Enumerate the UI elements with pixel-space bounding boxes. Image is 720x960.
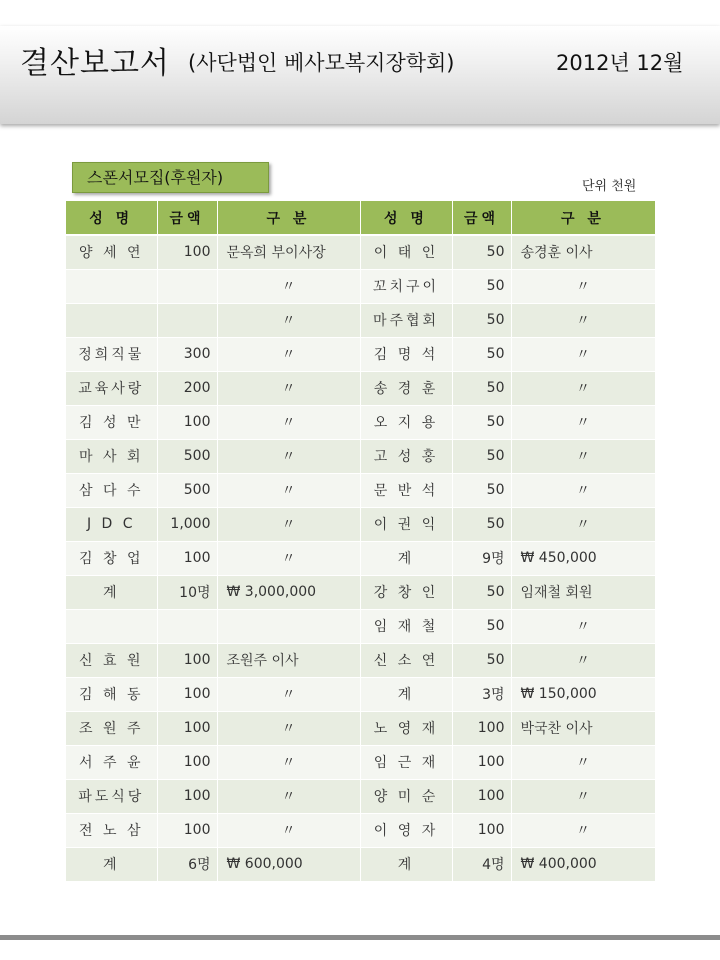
table-row [66, 269, 655, 303]
cell-category: 송경훈 이사 [511, 235, 655, 269]
cell-category: 〃 [217, 303, 360, 337]
cell-category: ₩ 600,000 [217, 847, 360, 881]
cell-category: 〃 [217, 269, 360, 303]
section-label-sponsors: 스폰서모집(후원자) [72, 162, 269, 193]
cell-name: 계 [360, 847, 452, 881]
cell-name: 오 지 용 [360, 405, 452, 439]
cell-category: 〃 [217, 473, 360, 507]
cell-category: 〃 [217, 779, 360, 813]
cell-category: 〃 [217, 677, 360, 711]
cell-name: 김 명 석 [360, 337, 452, 371]
cell-name: 계 [360, 541, 452, 575]
table-row [66, 371, 655, 405]
cell-category: ₩ 400,000 [511, 847, 655, 881]
cell-category: 문옥희 부이사장 [217, 235, 360, 269]
cell-amount: 100 [452, 813, 511, 847]
cell-amount: 50 [452, 575, 511, 609]
cell-category: 〃 [511, 269, 655, 303]
cell-amount: 100 [157, 745, 217, 779]
table-row [66, 847, 655, 881]
cell-name: 꼬치구이 [360, 269, 452, 303]
page-header [0, 26, 720, 124]
table-row [66, 643, 655, 677]
cell-category: 〃 [511, 779, 655, 813]
column-header-name: 성 명 [360, 201, 452, 235]
column-header-category: 구 분 [217, 201, 360, 235]
cell-amount: 300 [157, 337, 217, 371]
cell-category: 〃 [217, 711, 360, 745]
table-row [66, 711, 655, 745]
cell-category: 임재철 회원 [511, 575, 655, 609]
table-header-row [66, 201, 655, 235]
table-row [66, 745, 655, 779]
cell-amount: 100 [157, 405, 217, 439]
cell-amount: 50 [452, 473, 511, 507]
cell-amount: 500 [157, 439, 217, 473]
cell-name: 이 권 익 [360, 507, 452, 541]
cell-amount [157, 269, 217, 303]
cell-name: 신 효 원 [66, 643, 157, 677]
cell-amount: 50 [452, 269, 511, 303]
cell-category: 〃 [217, 541, 360, 575]
cell-amount: 4명 [452, 847, 511, 881]
cell-name [66, 303, 157, 337]
cell-name: 송 경 훈 [360, 371, 452, 405]
cell-category: ₩ 3,000,000 [217, 575, 360, 609]
cell-amount: 10명 [157, 575, 217, 609]
cell-amount [157, 609, 217, 643]
cell-name: 마주협회 [360, 303, 452, 337]
table-row [66, 507, 655, 541]
cell-name: 계 [66, 847, 157, 881]
cell-category: 〃 [511, 405, 655, 439]
cell-amount: 50 [452, 405, 511, 439]
cell-name [66, 609, 157, 643]
cell-amount: 100 [452, 779, 511, 813]
table-row [66, 235, 655, 269]
cell-amount: 9명 [452, 541, 511, 575]
table-row [66, 541, 655, 575]
table-row [66, 779, 655, 813]
table-row [66, 609, 655, 643]
cell-name: 문 반 석 [360, 473, 452, 507]
cell-amount: 100 [157, 643, 217, 677]
unit-label: 단위 천원 [582, 179, 637, 194]
cell-name: 노 영 재 [360, 711, 452, 745]
cell-category: 〃 [217, 745, 360, 779]
cell-amount: 100 [157, 541, 217, 575]
cell-category: 조원주 이사 [217, 643, 360, 677]
cell-amount [157, 303, 217, 337]
cell-category: 〃 [217, 371, 360, 405]
table-row [66, 439, 655, 473]
cell-category: 〃 [511, 745, 655, 779]
cell-name: 김 해 동 [66, 677, 157, 711]
cell-category: 박국찬 이사 [511, 711, 655, 745]
cell-amount: 100 [157, 711, 217, 745]
cell-category: 〃 [511, 507, 655, 541]
cell-category: ₩ 150,000 [511, 677, 655, 711]
cell-amount: 50 [452, 643, 511, 677]
cell-name: 정희직물 [66, 337, 157, 371]
cell-amount: 50 [452, 507, 511, 541]
column-header-name: 성 명 [66, 201, 157, 235]
cell-name: 양 세 연 [66, 235, 157, 269]
table-row [66, 575, 655, 609]
cell-name: 강 창 인 [360, 575, 452, 609]
cell-name: 임 근 재 [360, 745, 452, 779]
cell-category: 〃 [217, 813, 360, 847]
cell-category: 〃 [217, 405, 360, 439]
cell-name: 계 [360, 677, 452, 711]
cell-category: 〃 [511, 303, 655, 337]
cell-name: 임 재 철 [360, 609, 452, 643]
cell-amount: 100 [452, 711, 511, 745]
cell-name: 고 성 홍 [360, 439, 452, 473]
table-row [66, 813, 655, 847]
cell-amount: 50 [452, 371, 511, 405]
report-date: 2012년 12월 [556, 51, 684, 75]
cell-name: 계 [66, 575, 157, 609]
cell-category: 〃 [217, 439, 360, 473]
table-row [66, 337, 655, 371]
cell-amount: 500 [157, 473, 217, 507]
cell-amount: 6명 [157, 847, 217, 881]
cell-category [217, 609, 360, 643]
cell-name: 조 원 주 [66, 711, 157, 745]
cell-name [66, 269, 157, 303]
table-row [66, 677, 655, 711]
cell-name: 삼 다 수 [66, 473, 157, 507]
cell-category: 〃 [511, 643, 655, 677]
cell-category: 〃 [217, 507, 360, 541]
cell-name: 교육사랑 [66, 371, 157, 405]
cell-amount: 3명 [452, 677, 511, 711]
column-header-amount: 금액 [452, 201, 511, 235]
cell-name: 신 소 연 [360, 643, 452, 677]
cell-amount: 100 [157, 677, 217, 711]
cell-name: 양 미 순 [360, 779, 452, 813]
cell-amount: 50 [452, 337, 511, 371]
cell-category: 〃 [217, 337, 360, 371]
cell-name: 이 영 자 [360, 813, 452, 847]
column-header-category: 구 분 [511, 201, 655, 235]
cell-name: 이 태 인 [360, 235, 452, 269]
table-row [66, 405, 655, 439]
table-row [66, 303, 655, 337]
report-title: 결산보고서 [20, 46, 170, 81]
cell-name: 김 창 업 [66, 541, 157, 575]
cell-amount: 100 [157, 779, 217, 813]
cell-name: 전 노 삼 [66, 813, 157, 847]
cell-name: 김 성 만 [66, 405, 157, 439]
cell-name: 마 사 회 [66, 439, 157, 473]
cell-amount: 50 [452, 609, 511, 643]
cell-amount: 50 [452, 235, 511, 269]
cell-name: J D C [66, 507, 157, 541]
cell-category: 〃 [511, 473, 655, 507]
cell-category: 〃 [511, 337, 655, 371]
footer-divider [0, 935, 720, 940]
cell-amount: 100 [452, 745, 511, 779]
organization-name: (사단법인 베사모복지장학회) [188, 51, 455, 75]
cell-amount: 50 [452, 303, 511, 337]
cell-category: 〃 [511, 439, 655, 473]
cell-category: 〃 [511, 371, 655, 405]
cell-category: ₩ 450,000 [511, 541, 655, 575]
cell-amount: 1,000 [157, 507, 217, 541]
cell-category: 〃 [511, 609, 655, 643]
cell-name: 파도식당 [66, 779, 157, 813]
cell-amount: 50 [452, 439, 511, 473]
cell-amount: 100 [157, 235, 217, 269]
cell-amount: 100 [157, 813, 217, 847]
column-header-amount: 금액 [157, 201, 217, 235]
cell-category: 〃 [511, 813, 655, 847]
cell-amount: 200 [157, 371, 217, 405]
sponsor-table [66, 201, 656, 882]
table-row [66, 473, 655, 507]
cell-name: 서 주 윤 [66, 745, 157, 779]
